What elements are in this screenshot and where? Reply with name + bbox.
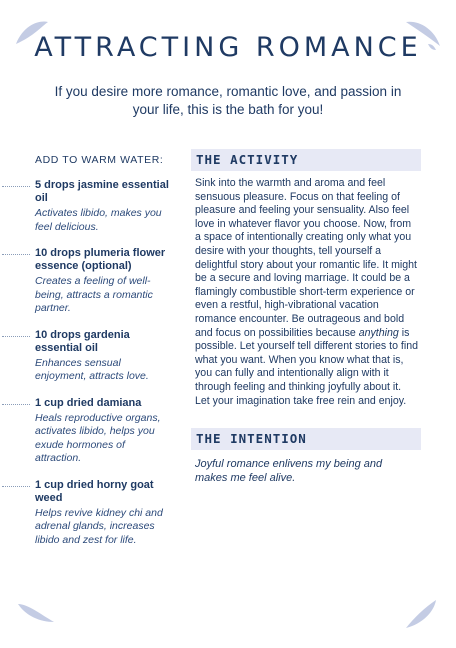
subtitle: If you desire more romance, romantic love, and passion in your life, this is the bath for you! <box>54 84 402 117</box>
ingredient-name: 1 cup dried damiana <box>35 396 142 409</box>
instructions-column <box>191 149 421 485</box>
ingredient-description: Enhances sensual enjoyment, attracts love. <box>35 356 149 382</box>
leaf-icon <box>400 596 442 632</box>
ingredient-description: Creates a feeling of well-being, attracts a romantic partner. <box>35 275 153 314</box>
leaf-icon <box>14 600 60 628</box>
intention-heading: THE INTENTION <box>191 428 421 450</box>
ingredient-description: Heals reproductive organs, activates libido, helps you exude hormones of attraction. <box>35 411 161 464</box>
ingredient-item <box>0 179 176 234</box>
intention-text: Joyful romance enlivens my being and makes me feel alive. <box>195 458 383 485</box>
dotted-leader <box>2 254 30 255</box>
dotted-leader <box>2 404 30 405</box>
dotted-leader <box>2 336 30 337</box>
activity-text <box>195 177 418 408</box>
ingredient-description: Activates libido, makes you feel delicious. <box>35 207 162 233</box>
ingredient-name: 1 cup dried horny goat weed <box>35 478 154 504</box>
add-to-water-label: ADD TO WARM WATER: <box>35 154 164 166</box>
activity-text-emphasis: anything <box>358 326 399 339</box>
ingredient-item <box>0 329 176 384</box>
activity-heading: THE ACTIVITY <box>191 149 421 171</box>
ingredient-item <box>0 247 176 316</box>
dotted-leader <box>2 186 30 187</box>
ingredient-name: 5 drops jasmine essential oil <box>35 179 169 204</box>
page-title: ATTRACTING ROMANCE <box>34 32 422 63</box>
dotted-leader <box>2 486 30 487</box>
ingredient-name: 10 drops plumeria flower essence (optional) <box>35 247 166 272</box>
ingredients-column <box>0 154 176 560</box>
ingredient-item <box>0 397 176 466</box>
ingredient-description: Helps revive kidney chi and adrenal glands, increases libido and zest for life. <box>35 506 163 546</box>
activity-text-part: is possible. Let yourself tell different stories to find what you want. When you know what that is, you can fully and intentionally align with it through feeling and thinking joyfully about it. Let your imagination take free rein and enjoy. <box>195 326 418 407</box>
ingredient-item <box>0 479 176 548</box>
activity-text-part: Sink into the warmth and aroma and feel sensuous pleasure. Focus on that feeling of pleasure and feeling your sensuality. Also feel love in whatever flavor you choose. Now, from a space of intentionally creating only what you desire with your thoughts, tell yourself a delightful story about your romantic life. It might be a secure and loving marriage. It could be a flamingly combustible short-term experience or even a restful, high-vibrational vacation romance encounter. Be outrageous and bold and focus on possibilities because <box>195 177 417 339</box>
ingredient-name: 10 drops gardenia essential oil <box>35 328 130 354</box>
